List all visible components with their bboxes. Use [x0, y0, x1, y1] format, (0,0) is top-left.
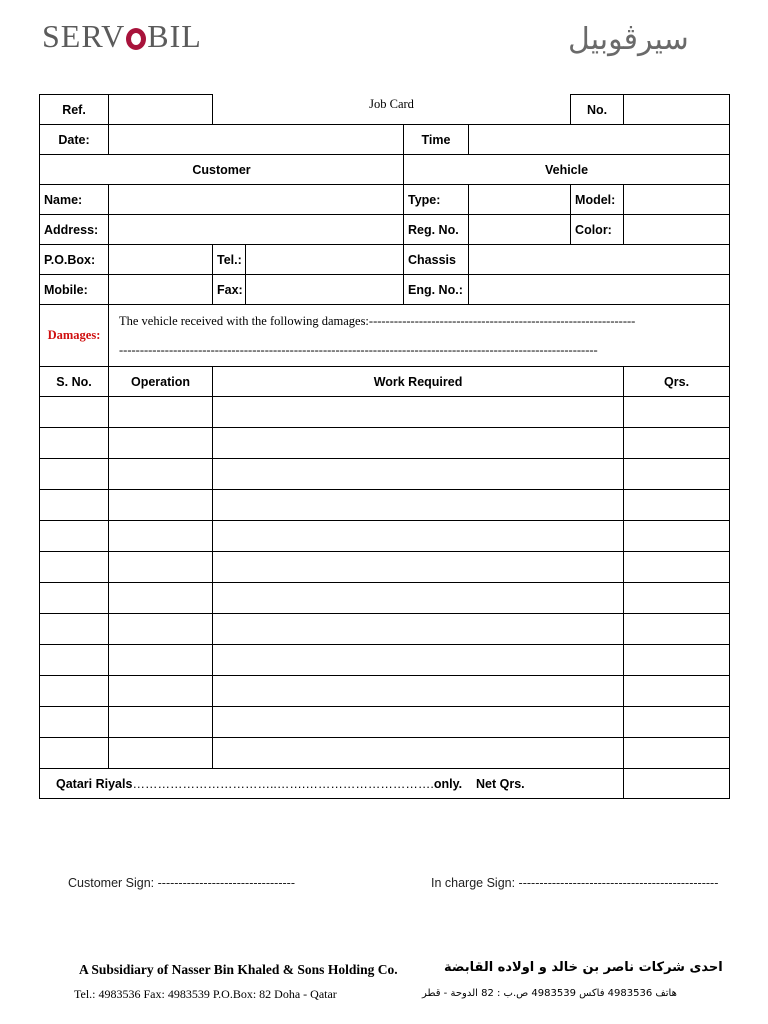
table-row — [40, 583, 730, 614]
net-qrs-field[interactable] — [624, 769, 730, 799]
customer-sign: Customer Sign: --------------------------------- — [68, 876, 295, 890]
col-header-qrs: Qrs. — [624, 367, 730, 397]
damages-line-1: The vehicle received with the following damages:---------------------------------------------------------------- — [119, 313, 636, 328]
servobil-logo-arabic — [568, 22, 689, 57]
logo-ring-icon — [126, 28, 146, 50]
sno-cell[interactable] — [40, 521, 109, 552]
table-row — [40, 552, 730, 583]
date-label: Date: — [40, 125, 109, 155]
fax-field[interactable] — [246, 275, 404, 305]
work-rows — [40, 397, 730, 769]
qatari-riyals-dots: ……………………………..…….…………………………. — [132, 776, 434, 791]
qrs-cell[interactable] — [624, 614, 730, 645]
sno-cell[interactable] — [40, 428, 109, 459]
net-qrs-label: Net Qrs. — [476, 776, 525, 791]
job-card-form — [39, 94, 730, 799]
customer-section-header: Customer — [40, 155, 404, 185]
table-row — [40, 676, 730, 707]
sno-cell[interactable] — [40, 552, 109, 583]
work-required-cell[interactable] — [213, 645, 624, 676]
sno-cell[interactable] — [40, 397, 109, 428]
model-label: Model: — [571, 185, 624, 215]
operation-cell[interactable] — [109, 707, 213, 738]
engno-field[interactable] — [469, 275, 730, 305]
damages-label: Damages: — [40, 305, 109, 367]
col-header-work-required: Work Required — [213, 367, 624, 397]
qrs-cell[interactable] — [624, 552, 730, 583]
address-label: Address: — [40, 215, 109, 245]
chassis-label: Chassis — [404, 245, 469, 275]
sno-cell[interactable] — [40, 490, 109, 521]
contact-en: Tel.: 4983536 Fax: 4983539 P.O.Box: 82 Doha - Qatar — [74, 987, 337, 1001]
logo-text-b: BIL — [147, 18, 202, 54]
table-row — [40, 614, 730, 645]
operation-cell[interactable] — [109, 583, 213, 614]
qrs-cell[interactable] — [624, 521, 730, 552]
only-label: only. — [433, 776, 463, 791]
table-row — [40, 707, 730, 738]
work-required-cell[interactable] — [213, 583, 624, 614]
table-row — [40, 459, 730, 490]
sno-cell[interactable] — [40, 645, 109, 676]
operation-cell[interactable] — [109, 645, 213, 676]
vehicle-section-header: Vehicle — [404, 155, 730, 185]
qrs-cell[interactable] — [624, 459, 730, 490]
contact-ar: هاتف 4983536 فاكس 4983539 ص.ب : 82 الدوحة - قطر — [422, 988, 677, 999]
qrs-cell[interactable] — [624, 428, 730, 459]
model-field[interactable] — [624, 185, 730, 215]
operation-cell[interactable] — [109, 521, 213, 552]
table-row — [40, 521, 730, 552]
qrs-cell[interactable] — [624, 645, 730, 676]
qrs-cell[interactable] — [624, 583, 730, 614]
damages-line-2: ------------------------------------------------------------------------------------------------------------------- — [119, 342, 598, 357]
pobox-field[interactable] — [109, 245, 213, 275]
regno-field[interactable] — [469, 215, 571, 245]
sno-cell[interactable] — [40, 738, 109, 769]
col-header-operation: Operation — [109, 367, 213, 397]
sno-cell[interactable] — [40, 583, 109, 614]
name-field[interactable] — [109, 185, 404, 215]
qrs-cell[interactable] — [624, 397, 730, 428]
no-field[interactable] — [624, 95, 730, 125]
address-field[interactable] — [109, 215, 404, 245]
operation-cell[interactable] — [109, 459, 213, 490]
operation-cell[interactable] — [109, 676, 213, 707]
sno-cell[interactable] — [40, 459, 109, 490]
sno-cell[interactable] — [40, 614, 109, 645]
work-required-cell[interactable] — [213, 397, 624, 428]
work-required-cell[interactable] — [213, 459, 624, 490]
regno-label: Reg. No. — [404, 215, 469, 245]
color-field[interactable] — [624, 215, 730, 245]
qrs-cell[interactable] — [624, 676, 730, 707]
col-header-sno: S. No. — [40, 367, 109, 397]
work-required-cell[interactable] — [213, 490, 624, 521]
qrs-cell[interactable] — [624, 490, 730, 521]
qatari-riyals-row — [40, 769, 624, 799]
subsidiary-en: A Subsidiary of Nasser Bin Khaled & Sons Holding Co. — [79, 962, 398, 977]
table-row — [40, 490, 730, 521]
page-title: Job Card — [213, 95, 571, 125]
tel-field[interactable] — [246, 245, 404, 275]
no-label: No. — [571, 95, 624, 125]
mobile-field[interactable] — [109, 275, 213, 305]
pobox-label: P.O.Box: — [40, 245, 109, 275]
work-required-cell[interactable] — [213, 707, 624, 738]
color-label: Color: — [571, 215, 624, 245]
operation-cell[interactable] — [109, 614, 213, 645]
type-label: Type: — [404, 185, 469, 215]
fax-label: Fax: — [213, 275, 246, 305]
operation-cell[interactable] — [109, 397, 213, 428]
table-row — [40, 397, 730, 428]
table-row — [40, 738, 730, 769]
tel-label: Tel.: — [213, 245, 246, 275]
logo-arabic-text: سيرڤوبيل — [568, 22, 689, 57]
ref-label: Ref. — [40, 95, 109, 125]
ref-field[interactable] — [109, 95, 213, 125]
damages-field[interactable] — [109, 305, 730, 367]
servobil-logo — [42, 18, 202, 55]
work-required-cell[interactable] — [213, 738, 624, 769]
subsidiary-ar: احدى شركات ناصر بن خالد و اولاده القابضة — [444, 960, 723, 975]
time-field[interactable] — [469, 125, 730, 155]
operation-cell[interactable] — [109, 490, 213, 521]
chassis-field[interactable] — [469, 245, 730, 275]
table-row — [40, 428, 730, 459]
qrs-cell[interactable] — [624, 738, 730, 769]
qrs-cell[interactable] — [624, 707, 730, 738]
name-label: Name: — [40, 185, 109, 215]
operation-cell[interactable] — [109, 428, 213, 459]
operation-cell[interactable] — [109, 552, 213, 583]
sno-cell[interactable] — [40, 707, 109, 738]
work-required-cell[interactable] — [213, 676, 624, 707]
work-required-cell[interactable] — [213, 552, 624, 583]
operation-cell[interactable] — [109, 738, 213, 769]
work-required-cell[interactable] — [213, 614, 624, 645]
mobile-label: Mobile: — [40, 275, 109, 305]
engno-label: Eng. No.: — [404, 275, 469, 305]
type-field[interactable] — [469, 185, 571, 215]
table-row — [40, 645, 730, 676]
logo-text-a: SERV — [42, 18, 126, 54]
qatari-riyals-label: Qatari Riyals — [56, 776, 133, 791]
time-label: Time — [404, 125, 469, 155]
work-required-cell[interactable] — [213, 521, 624, 552]
work-required-cell[interactable] — [213, 428, 624, 459]
sno-cell[interactable] — [40, 676, 109, 707]
date-field[interactable] — [109, 125, 404, 155]
in-charge-sign: In charge Sign: ------------------------------------------------ — [431, 876, 719, 890]
